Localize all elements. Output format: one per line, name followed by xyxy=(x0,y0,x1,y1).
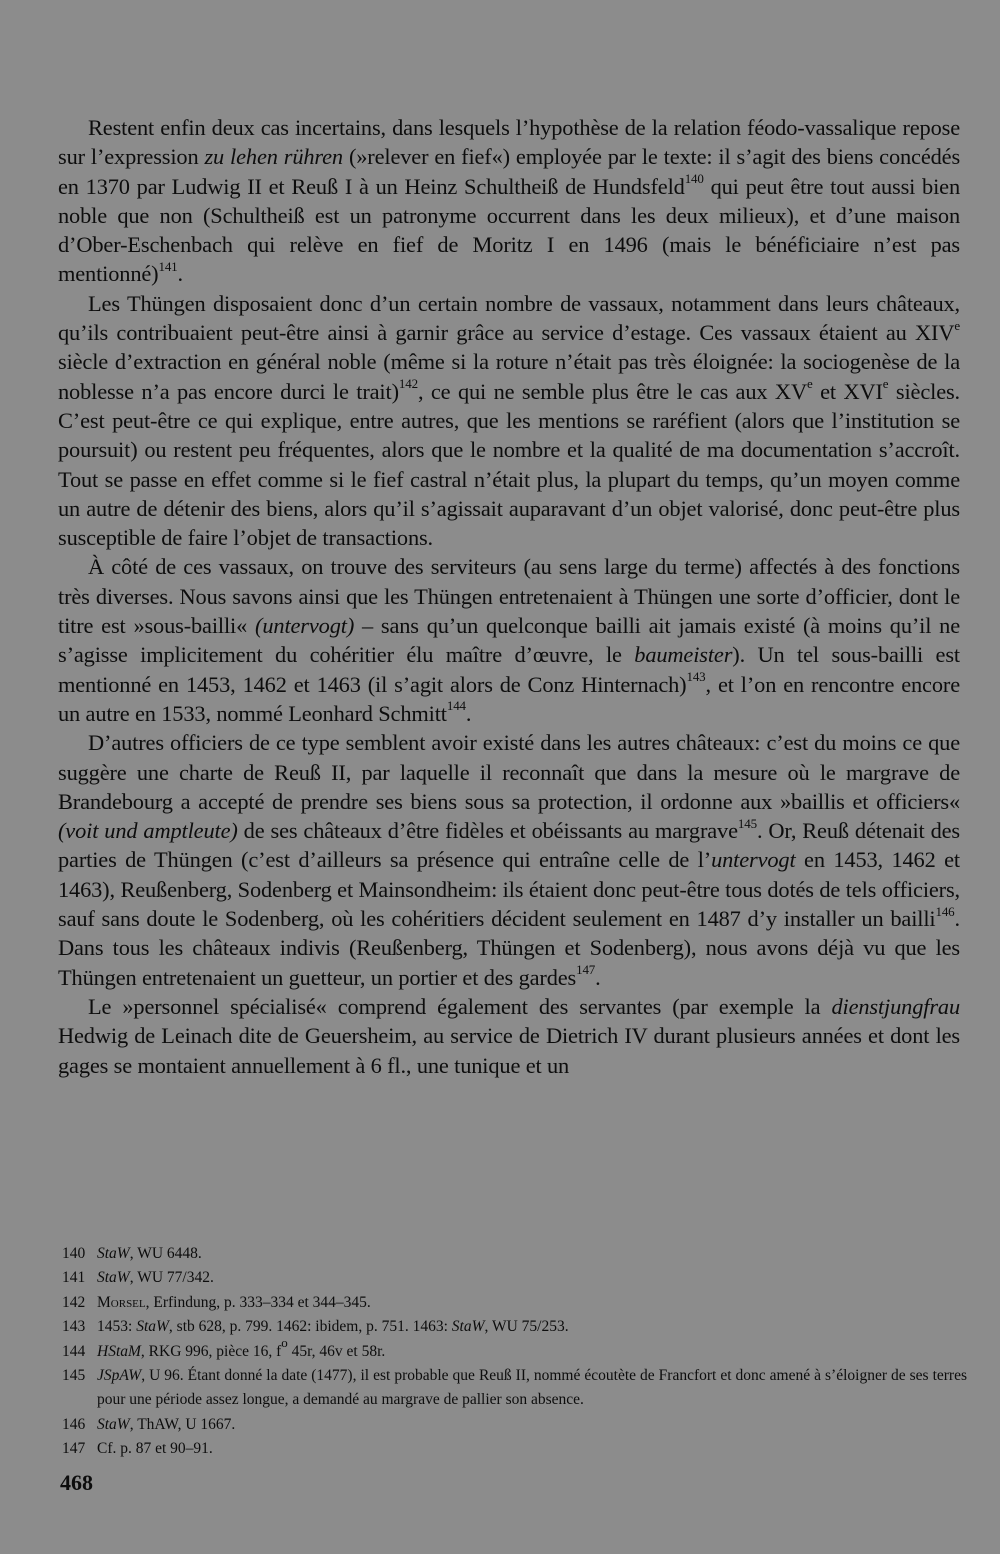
author-name: Morsel xyxy=(97,1293,146,1311)
text-run: de ses châteaux d’être fidèles et obéissants au margrave xyxy=(237,818,738,844)
footnote-text xyxy=(97,1413,967,1437)
text-run: , WU 6448. xyxy=(129,1245,202,1262)
italic-term: HStaM xyxy=(97,1342,141,1360)
superscript: 143 xyxy=(686,669,706,685)
italic-term: baumeister xyxy=(634,642,733,668)
text-run: en 1453, 1462 et 1463), Reußenberg, Sodenberg et Mainsondheim: ils étaient donc peut-être tous dotés de tels officiers, sauf sans doute le Sodenberg, où les cohéritiers décident seulement en 1487 d’y installer un bailli xyxy=(58,847,960,932)
footnote-text xyxy=(97,1335,967,1364)
superscript: 145 xyxy=(737,815,757,831)
superscript: 141 xyxy=(158,259,178,275)
text-run: Le »personnel spécialisé« comprend également des servantes (par exemple la xyxy=(88,993,832,1019)
footnote xyxy=(62,1242,967,1266)
footnote-number: 143 xyxy=(62,1318,86,1336)
text-run: . xyxy=(177,261,183,287)
text-run: D’autres officiers de ce type semblent avoir existé dans les autres châteaux: c’est du moins ce que suggère une charte de Reuß II, par laquelle il reconnaît que dans la mesure où le margrave de Brandebourg a accepté de prendre ses biens sous sa protection, il ordonne aux »baillis et officiers« xyxy=(58,730,960,814)
text-run: . xyxy=(595,964,601,990)
footnote-number: 142 xyxy=(62,1293,86,1311)
footnote xyxy=(62,1364,967,1413)
footnotes xyxy=(62,1242,967,1462)
footnote-text xyxy=(97,1266,967,1290)
footnote-text xyxy=(97,1242,967,1266)
paragraph xyxy=(58,113,960,289)
text-run: Restent enfin deux cas incertains, dans lesquels l’hypothèse de la relation féodo-vassalique repose sur l’expression xyxy=(58,115,960,170)
text-run: À côté de ces vassaux, on trouve des serviteurs (au sens large du terme) affectés à des fonctions très diverses. Nous savons ainsi que les Thüngen entretenaient à Thüngen une sorte d’officier, dont le titre est »sous-bailli« xyxy=(58,554,960,639)
text-run: , ThAW, U 1667. xyxy=(129,1415,236,1433)
paragraph xyxy=(58,552,960,728)
superscript: 142 xyxy=(398,376,418,392)
text-run: , RKG 996, pièce 16, f xyxy=(140,1342,282,1360)
italic-term: StaW xyxy=(451,1318,485,1336)
superscript: 140 xyxy=(684,171,704,187)
footnote-text xyxy=(97,1291,967,1315)
superscript: 144 xyxy=(446,698,466,714)
text-run: , et l’on en rencontre encore un autre en 1533, nommé Leonhard Schmitt xyxy=(58,671,960,726)
text-run: 1453: xyxy=(97,1318,137,1336)
text-run: et XVI xyxy=(812,378,883,404)
italic-term: StaW xyxy=(97,1415,130,1433)
italic-term: StaW xyxy=(97,1245,130,1262)
text-run: siècle d’extraction en général noble (même si la roture n’était pas très éloignée: la sociogenèse de la noblesse n’a pas encore durci le trait) xyxy=(58,349,960,404)
italic-term: JSpAW xyxy=(97,1367,142,1385)
italic-term: StaW xyxy=(136,1318,169,1336)
footnote-number: 140 xyxy=(62,1245,86,1262)
text-run: , WU 77/342. xyxy=(129,1269,214,1287)
superscript: 146 xyxy=(935,903,955,919)
text-run: 45r, 46v et 58r. xyxy=(287,1342,386,1360)
superscript: o xyxy=(281,1335,288,1351)
footnote-text xyxy=(97,1364,967,1413)
footnote xyxy=(62,1413,967,1437)
page-number: 468 xyxy=(60,1470,93,1495)
text-run: Hedwig de Leinach dite de Geuersheim, au service de Dietrich IV durant plusieurs années et dont les gages se montaient annuellement à 6 fl., une tunique et un xyxy=(58,1023,960,1078)
footnote-number: 144 xyxy=(62,1342,86,1360)
italic-term: untervogt xyxy=(711,847,796,873)
text-run: , ce qui ne semble plus être le cas aux XV xyxy=(417,378,807,404)
footnote-number: 147 xyxy=(62,1440,86,1458)
paragraph xyxy=(58,728,960,992)
italic-term: StaW xyxy=(97,1269,130,1287)
footnote xyxy=(62,1437,967,1461)
footnote-number: 146 xyxy=(62,1415,86,1433)
text-run: . Dans tous les châteaux indivis (Reußenberg, Thüngen et Sodenberg), nous avons déjà vu que les Thüngen entretenaient un guetteur, un portier et des gardes xyxy=(58,906,960,990)
text-run: , Erfindung, p. 333–334 et 344–345. xyxy=(145,1293,371,1311)
paragraph xyxy=(58,992,960,1080)
text-run: qui peut être tout aussi bien noble que non (Schultheiß est un patronyme occurrent dans les deux milieux), et d’une maison d’Ober-Eschenbach qui relève en fief de Moritz I en 1496 (mais le bénéficiaire n’est pas mentionné) xyxy=(58,173,960,287)
text-run: , WU 75/253. xyxy=(484,1318,569,1336)
text-run: ). Un tel sous-bailli est mentionné en 1453, 1462 et 1463 (il s’agit alors de Conz Hinternach) xyxy=(58,642,960,697)
text-run: Cf. p. 87 et 90–91. xyxy=(97,1440,213,1458)
text-run: , stb 628, p. 799. 1462: ibidem, p. 751. 1463: xyxy=(168,1318,452,1336)
footnote-number: 141 xyxy=(62,1269,86,1287)
superscript: e xyxy=(954,317,960,333)
paragraph xyxy=(58,289,960,553)
footnote-text xyxy=(97,1437,967,1461)
footnote-text xyxy=(97,1315,967,1339)
italic-term: zu lehen rühren xyxy=(204,144,343,170)
italic-term: (voit und amptleute) xyxy=(58,818,238,844)
footnote xyxy=(62,1266,967,1290)
footnote-number: 145 xyxy=(62,1367,86,1385)
text-run: . Or, Reuß détenait des parties de Thüngen (c’est d’ailleurs sa présence qui entraîne celle de l’ xyxy=(58,818,960,873)
text-run: Les Thüngen disposaient donc d’un certain nombre de vassaux, notamment dans leurs châteaux, qu’ils contribuaient peut-être ainsi à garnir grâce au service d’estage. Ces vassaux étaient au XIV xyxy=(58,290,960,346)
italic-term: dienstjungfrau xyxy=(831,993,960,1019)
footnote xyxy=(62,1335,967,1364)
main-text xyxy=(58,113,960,1080)
text-run: , U 96. Étant donné la date (1477), il est probable que Reuß II, nommé écoutète de Francfort et donc amené à s’éloigner de ses terres pour une période assez longue, a demandé au margrave de pallier son absence. xyxy=(97,1367,967,1409)
superscript: e xyxy=(806,376,813,392)
footnote xyxy=(62,1315,967,1339)
italic-term: (untervogt) xyxy=(255,613,355,639)
superscript: 147 xyxy=(576,962,596,978)
text-run: (»relever en fief«) employée par le texte: il s’agit des biens concédés en 1370 par Ludwig II et Reuß I à un Heinz Schultheiß de Hundsfeld xyxy=(58,144,961,199)
text-run: – sans qu’un quelconque bailli ait jamais existé (à moins qu’il ne s’agisse implicitement du cohéritier élu maître d’œuvre, le xyxy=(58,613,961,668)
superscript: e xyxy=(882,376,889,392)
text-run: . xyxy=(465,700,472,726)
text-run: siècles. C’est peut-être ce qui explique, entre autres, que les mentions se raréfient (alors que l’institution se poursuit) ou restent peu fréquentes, alors que le nombre et la qualité de ma documentation s’accroît. Tout se passe en effet comme si le fief castral n’était plus, la plupart du temps, qu’un moyen comme un autre de détenir des biens, alors qu’il s’agissait auparavant d’un objet valorisé, donc peut-être plus susceptible de faire l’objet de transactions. xyxy=(58,378,960,551)
footnote xyxy=(62,1291,967,1315)
